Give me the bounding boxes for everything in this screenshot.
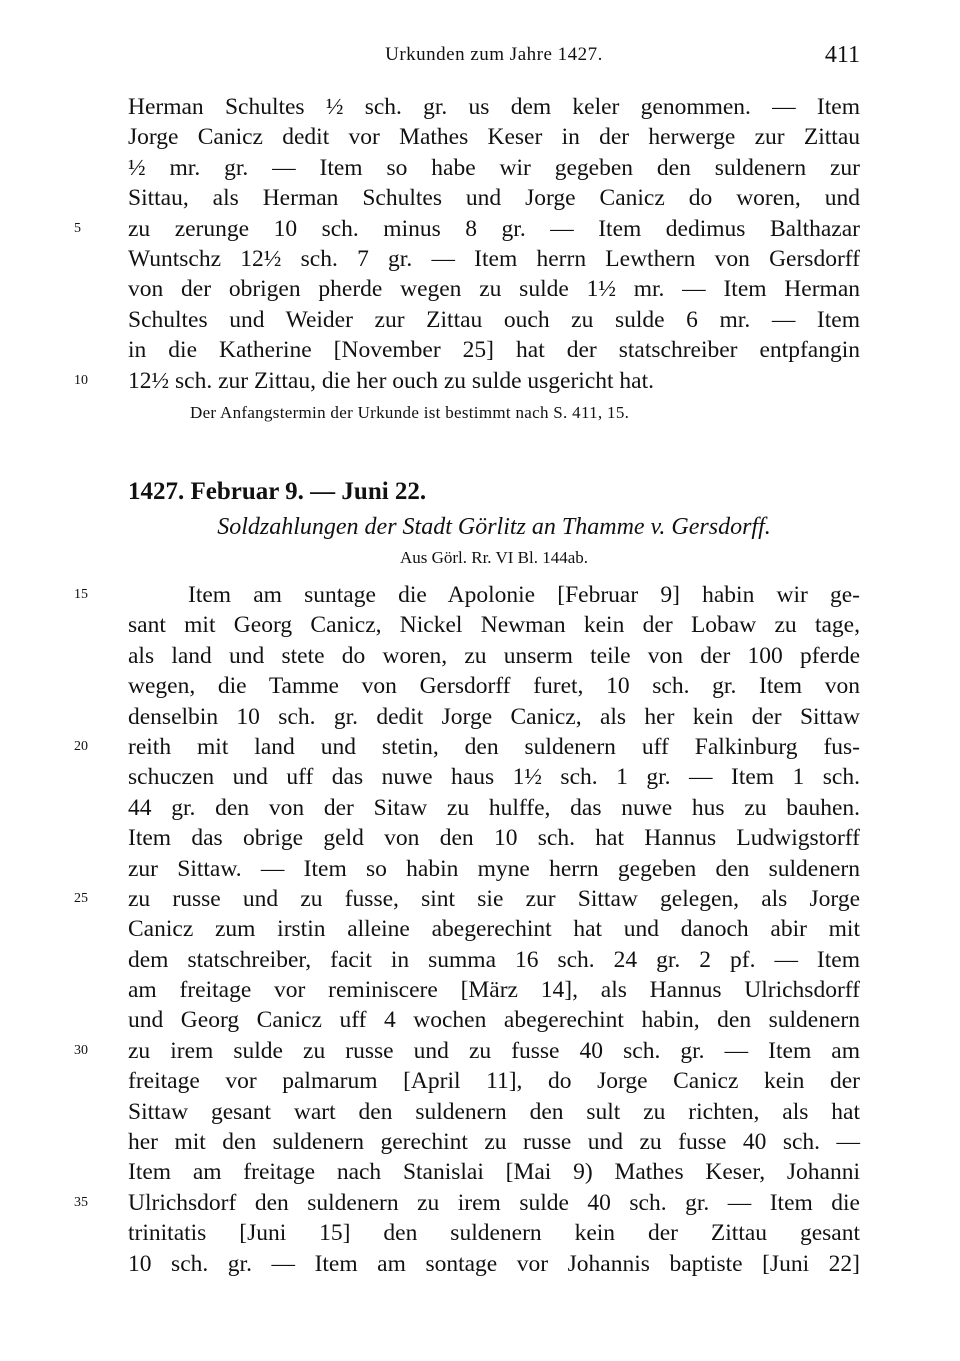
- text-line: Ulrichsdorf den suldenern zu irem sulde 40 sch. gr. — Item die 35: [128, 1188, 860, 1218]
- text-section-1: [74, 92, 860, 396]
- line-number: 5: [74, 220, 81, 236]
- text-line: trinitatis [Juni 15] den suldenern kein der Zittau gesant: [128, 1220, 860, 1247]
- running-head: Urkunden zum Jahre 1427.: [385, 44, 603, 65]
- text-line: in die Katherine [November 25] hat der statschreiber entpfangin: [128, 337, 860, 364]
- text-line: wegen, die Tamme von Gersdorff furet, 10 sch. gr. Item von: [128, 673, 860, 700]
- editorial-note: Der Anfangstermin der Urkunde ist bestimmt nach S. 411, 15.: [190, 403, 630, 422]
- text-line: von der obrigen pherde wegen zu sulde 1½ mr. — Item Herman: [128, 276, 860, 303]
- document-date: 1427. Februar 9. — Juni 22.: [128, 478, 427, 505]
- text-line: her mit den suldenern gerechint zu russe und zu fusse 40 sch. —: [128, 1129, 860, 1156]
- text-line: denselbin 10 sch. gr. dedit Jorge Canicz, als her kein der Sittaw: [128, 703, 860, 730]
- text-line: Herman Schultes ½ sch. gr. us dem keler genommen. — Item: [128, 94, 860, 120]
- text-line: Item das obrige geld von den 10 sch. hat Hannus Ludwigstorff: [128, 825, 860, 852]
- line-number: 30: [74, 1042, 88, 1058]
- text-line: 44 gr. den von der Sitaw zu hulffe, das nuwe hus zu bauhen.: [128, 794, 860, 821]
- page-number: 411: [824, 42, 860, 68]
- text-line: am freitage vor reminiscere [März 14], als Hannus Ulrichsdorff: [128, 977, 860, 1004]
- text-line: freitage vor palmarum [April 11], do Jorge Canicz kein der: [128, 1068, 860, 1095]
- text-line: zur Sittaw. — Item so habin myne herrn gegeben den suldenern: [128, 855, 860, 882]
- text-line: zu zerunge 10 sch. minus 8 gr. — Item dedimus Balthazar 5: [128, 214, 860, 244]
- line-number: 35: [74, 1194, 88, 1210]
- text-line: Sittau, als Herman Schultes und Jorge Canicz do woren, und: [128, 185, 860, 212]
- text-line: und Georg Canicz uff 4 wochen abegerechint habin, den suldenern: [128, 1007, 860, 1034]
- text-line: Jorge Canicz dedit vor Mathes Keser in der herwerge zur Zittau: [128, 124, 860, 151]
- text-line: Sittaw gesant wart den suldenern den sult zu richten, als hat: [128, 1098, 860, 1125]
- text-line: dem statschreiber, facit in summa 16 sch. 24 gr. 2 pf. — Item: [128, 946, 860, 973]
- line-number: 10: [74, 372, 88, 388]
- text-line: Item am freitage nach Stanislai [Mai 9) Mathes Keser, Johanni: [128, 1159, 860, 1186]
- text-line: schuczen und uff das nuwe haus 1½ sch. 1 gr. — Item 1 sch.: [128, 764, 860, 791]
- text-line: zu irem sulde zu russe und zu fusse 40 sch. gr. — Item am 30: [128, 1036, 860, 1066]
- line-number: 20: [74, 738, 88, 754]
- text-line: sant mit Georg Canicz, Nickel Newman kein der Lobaw zu tage,: [128, 612, 860, 639]
- text-line: Schultes und Weider zur Zittau ouch zu sulde 6 mr. — Item: [128, 306, 860, 333]
- text-section-2: [74, 580, 860, 1279]
- line-number: 25: [74, 890, 88, 906]
- text-line: 12½ sch. zur Zittau, die her ouch zu sulde usgericht hat. 10: [128, 366, 860, 396]
- text-line: reith mit land und stetin, den suldenern uff Falkinburg fus- 20: [128, 732, 860, 762]
- document-source: Aus Görl. Rr. VI Bl. 144ab.: [399, 548, 589, 567]
- text-line: als land und stete do woren, zu unserm teile von der 100 pferde: [128, 642, 860, 669]
- line-number: 15: [74, 587, 88, 602]
- page-header: [128, 44, 860, 74]
- text-line: ½ mr. gr. — Item so habe wir gegeben den suldenern zur: [128, 154, 860, 181]
- text-line: 10 sch. gr. — Item am sontage vor Johannis baptiste [Juni 22]: [128, 1250, 860, 1277]
- text-line: zu russe und zu fusse, sint sie zur Sittaw gelegen, als Jorge 25: [128, 884, 860, 914]
- text-line: Canicz zum irstin alleine abegerechint hat und danoch abir mit: [128, 916, 860, 943]
- text-line: Wuntschz 12½ sch. 7 gr. — Item herrn Lewthern von Gersdorff: [128, 245, 860, 272]
- text-line: Item am suntage die Apolonie [Februar 9] habin wir ge- 15: [128, 580, 860, 610]
- document-title: Soldzahlungen der Stadt Görlitz an Thamme v. Gersdorff.: [217, 514, 771, 540]
